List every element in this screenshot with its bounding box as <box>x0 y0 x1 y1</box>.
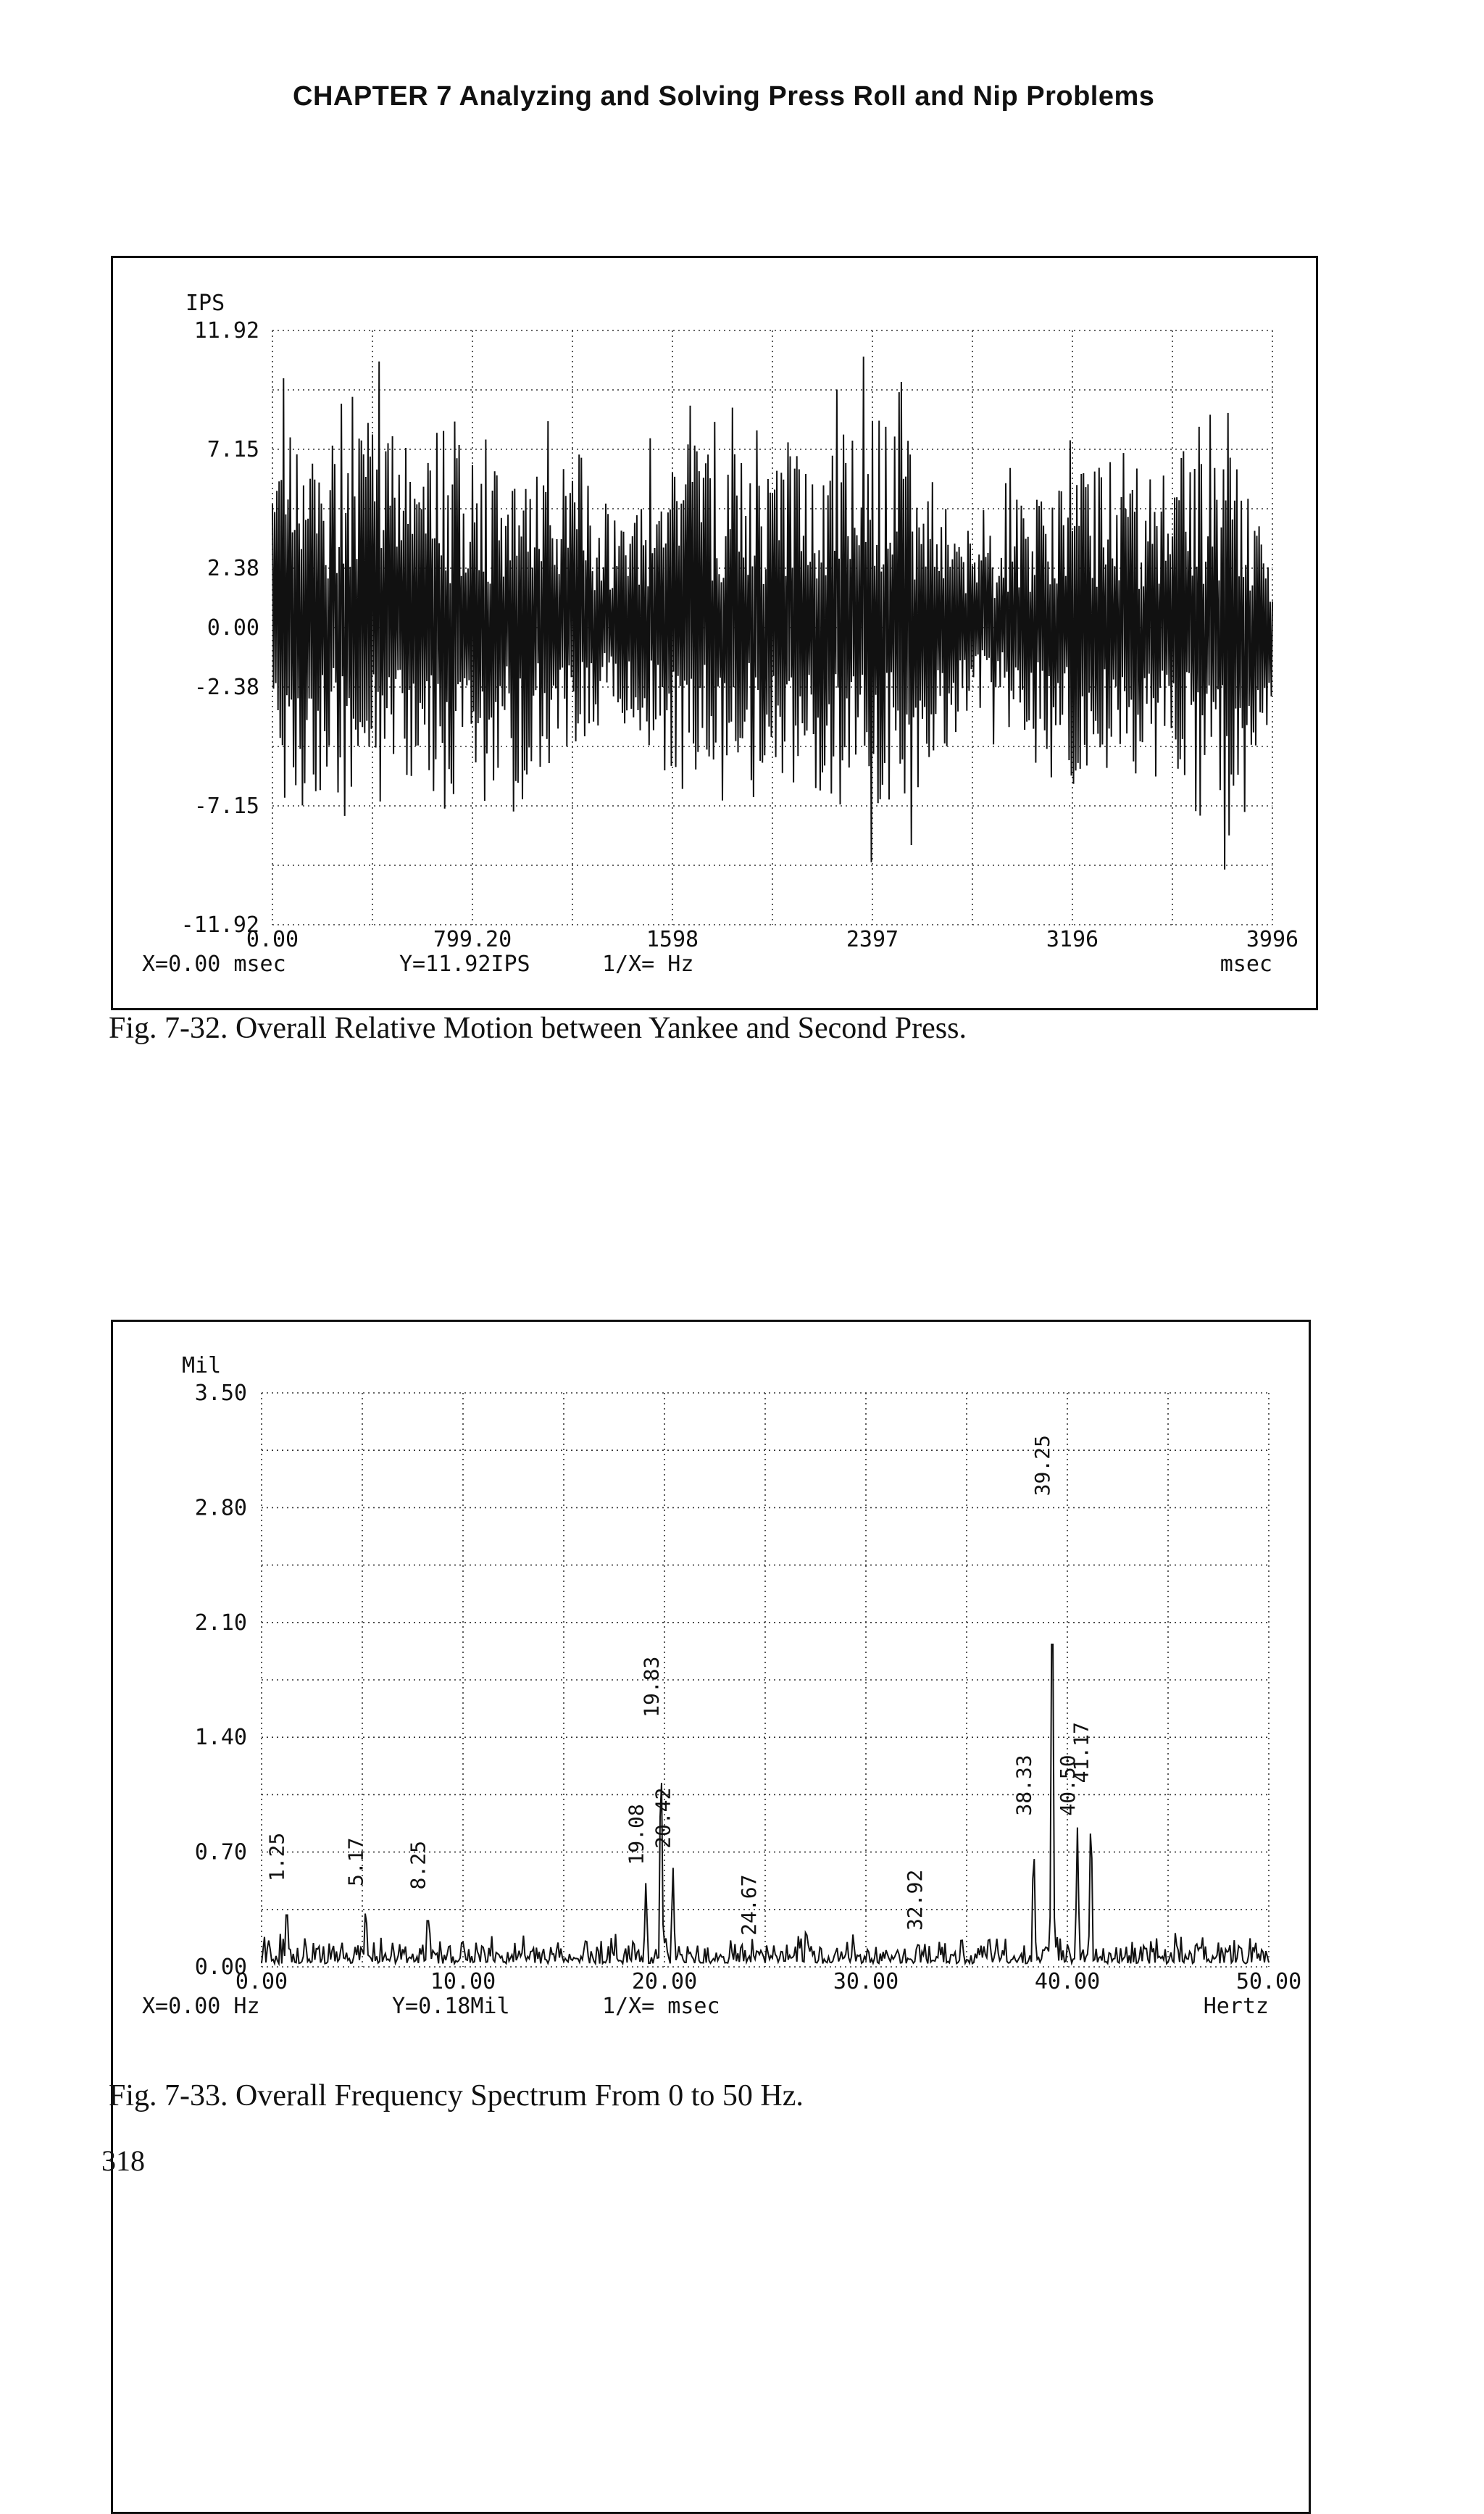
y-tick-label: 0.00 <box>194 1955 247 1980</box>
x-tick-label: 50.00 <box>1235 1969 1302 1994</box>
x-tick-label: 0.00 <box>246 927 299 952</box>
x-tick-label: 3996 <box>1246 927 1299 952</box>
x-tick-label: 0.00 <box>235 1969 288 1994</box>
x-tick-label: 799.20 <box>433 927 512 952</box>
readout-x: X=0.00 Hz <box>142 1994 260 2019</box>
peak-label: 8.25 <box>406 1841 430 1890</box>
figure-frequency-spectrum <box>111 1320 1311 2514</box>
x-tick-label: 1598 <box>646 927 699 952</box>
peak-label: 41.17 <box>1069 1722 1093 1783</box>
x-tick-label: 40.00 <box>1034 1969 1101 1994</box>
peak-label: 40.50 <box>1055 1755 1080 1816</box>
peak-label: 1.25 <box>264 1832 289 1882</box>
y-tick-label: 0.70 <box>194 1839 247 1865</box>
peak-label: 39.25 <box>1030 1435 1055 1497</box>
figure2-caption: Fig. 7-33. Overall Frequency Spectrum From 0 to 50 Hz. <box>109 2079 804 2113</box>
y-tick-label: 2.38 <box>207 556 259 582</box>
y-tick-label: 7.15 <box>207 437 259 463</box>
x-axis-unit: Hertz <box>1203 1994 1269 2019</box>
y-tick-label: 3.50 <box>194 1381 247 1406</box>
peak-label: 32.92 <box>903 1869 928 1931</box>
y-tick-label: 2.10 <box>194 1610 247 1636</box>
y-tick-label: 11.92 <box>193 318 259 344</box>
y-axis-unit: IPS <box>186 291 225 316</box>
y-tick-label: -2.38 <box>193 674 259 700</box>
peak-label: 38.33 <box>1012 1755 1036 1816</box>
peak-label: 5.17 <box>343 1837 368 1886</box>
figure1-caption: Fig. 7-32. Overall Relative Motion between Yankee and Second Press. <box>109 1012 967 1045</box>
peak-label: 19.83 <box>639 1656 664 1718</box>
readout-y: Y=11.92IPS <box>399 952 530 977</box>
x-tick-label: 10.00 <box>430 1969 496 1994</box>
y-tick-label: -11.92 <box>180 912 259 938</box>
x-tick-label: 20.00 <box>631 1969 698 1994</box>
x-tick-label: 30.00 <box>833 1969 899 1994</box>
readout-x: X=0.00 msec <box>142 952 286 977</box>
page-number: 318 <box>101 2144 145 2177</box>
readout-inverse: 1/X= Hz <box>602 952 694 977</box>
peak-label: 19.08 <box>624 1804 649 1865</box>
y-tick-label: 2.80 <box>194 1495 247 1521</box>
x-tick-label: 2397 <box>846 927 899 952</box>
y-tick-label: 0.00 <box>207 615 259 641</box>
readout-inverse: 1/X= msec <box>602 1994 720 2019</box>
peak-label: 24.67 <box>736 1874 761 1936</box>
x-axis-unit: msec <box>1220 952 1272 977</box>
time-waveform-plot <box>113 258 1316 1008</box>
y-tick-label: -7.15 <box>193 793 259 819</box>
figure-time-waveform <box>111 256 1318 1010</box>
peak-label: 20.42 <box>651 1787 675 1849</box>
readout-y: Y=0.18Mil <box>392 1994 510 2019</box>
x-tick-label: 3196 <box>1046 927 1099 952</box>
page-header: CHAPTER 7 Analyzing and Solving Press Roll and Nip Problems <box>293 81 1155 112</box>
y-tick-label: 1.40 <box>194 1725 247 1751</box>
frequency-spectrum-plot <box>113 1322 1309 2512</box>
y-axis-unit: Mil <box>182 1353 222 1378</box>
